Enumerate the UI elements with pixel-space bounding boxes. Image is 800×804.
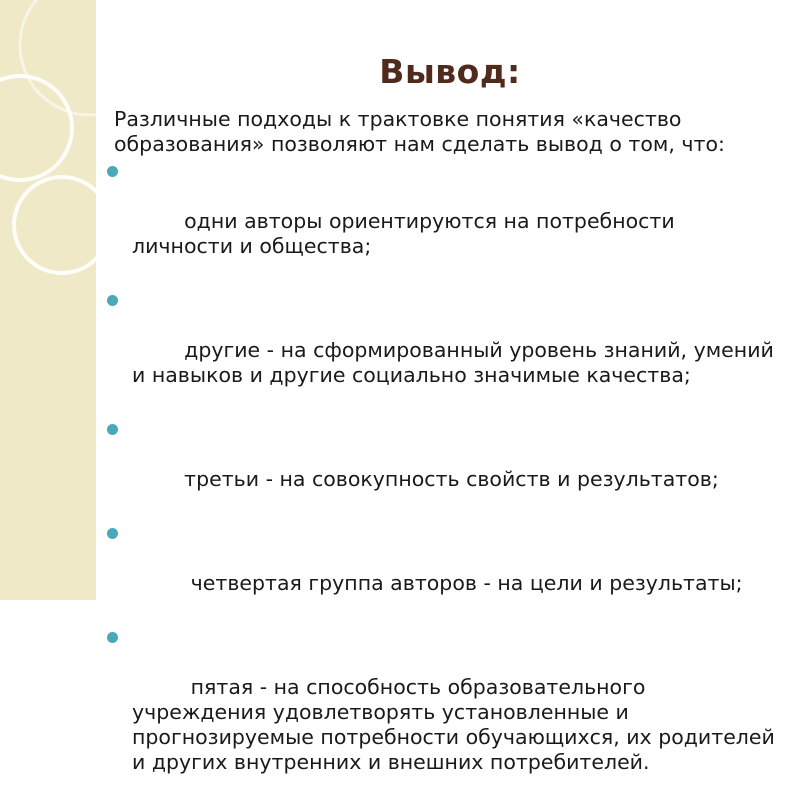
list-item (107, 288, 779, 413)
list-item (107, 521, 779, 621)
slide-body (107, 107, 782, 804)
bullet-dot-icon (107, 632, 118, 643)
slide-title: Вывод: (379, 52, 521, 91)
decorative-side-panel (0, 0, 96, 600)
bullet-dot-icon (107, 295, 118, 306)
list-item (107, 159, 779, 284)
bullet-text: одни авторы ориентируются на потребности личности и общества; (132, 209, 682, 258)
bullet-text: пятая - на способность образовательного учреждения удовлетворять установленные и прогнозируемые потребности обучающихся, их родителей и других внутренних и внешних потребителей. (132, 675, 782, 774)
decorative-rings-icon (0, 0, 96, 600)
bullet-list (107, 159, 782, 800)
intro-paragraph: Различные подходы к трактовке понятия «качество образования» позволяют нам сделать вывод о том, что: (114, 107, 725, 156)
bullet-text: другие - на сформированный уровень знаний, умений и навыков и другие социально значимые качества; (132, 338, 781, 387)
bullet-dot-icon (107, 424, 118, 435)
bullet-text: четвертая группа авторов - на цели и результаты; (184, 571, 743, 595)
bullet-text: третьи - на совокупность свойств и результатов; (184, 467, 719, 491)
bullet-dot-icon (107, 166, 118, 177)
bullet-dot-icon (107, 528, 118, 539)
list-item (107, 625, 782, 800)
list-item (107, 417, 779, 517)
